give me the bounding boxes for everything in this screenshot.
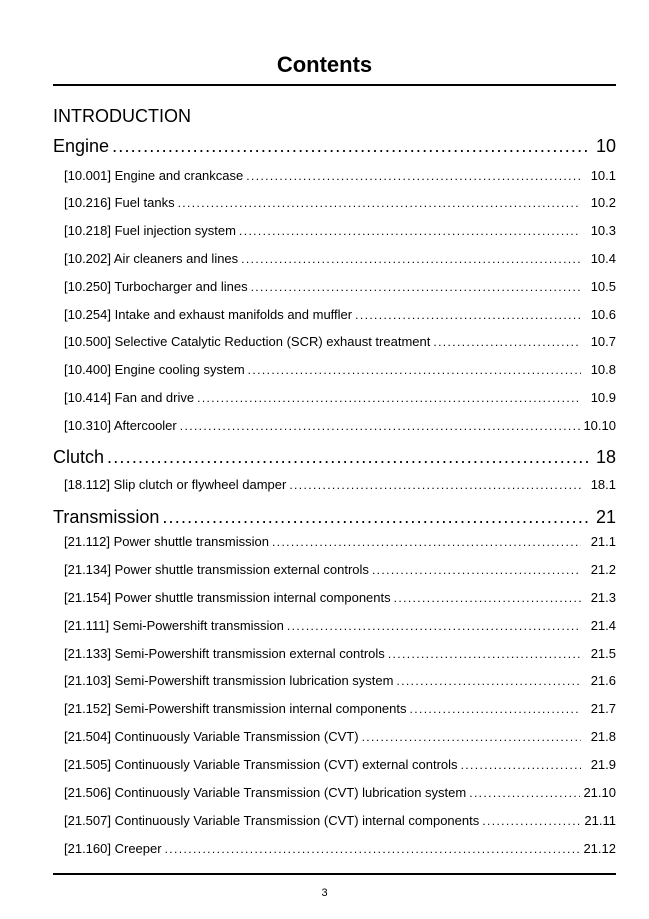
- toc-entry[interactable]: [64, 194, 616, 212]
- toc-section-label: Clutch: [53, 447, 105, 467]
- toc-entry[interactable]: [64, 389, 616, 407]
- toc-section-page: 18: [595, 447, 616, 467]
- leader-dots: [248, 361, 581, 379]
- toc-entry-page: 10.1: [590, 168, 616, 183]
- toc-entry-page: 21.10: [583, 785, 616, 800]
- toc-entry[interactable]: [64, 756, 616, 774]
- page-number: 3: [321, 887, 328, 899]
- toc-entry-page: 10.6: [590, 307, 616, 322]
- toc-entry-page: 21.5: [590, 646, 616, 661]
- toc-entry[interactable]: [64, 333, 616, 351]
- toc-entry[interactable]: [64, 222, 616, 240]
- toc-entry[interactable]: [64, 784, 616, 802]
- toc-section-label: Transmission: [53, 507, 160, 527]
- leader-dots: [410, 700, 582, 718]
- leader-dots: [469, 784, 580, 802]
- toc-entry-label: [10.254] Intake and exhaust manifolds and muffler: [64, 307, 353, 322]
- leader-dots: [388, 645, 581, 663]
- leader-dots: [355, 306, 581, 324]
- toc-entry-page: 18.1: [590, 477, 616, 492]
- leader-dots: [165, 840, 581, 858]
- toc-entry-page: 10.2: [590, 195, 616, 210]
- top-rule: [53, 84, 616, 86]
- toc-entry-label: [10.001] Engine and crankcase: [64, 168, 244, 183]
- toc-entry-page: 21.6: [590, 673, 616, 688]
- toc-section-label: Engine: [53, 136, 110, 156]
- toc-entry-page: 21.4: [590, 618, 616, 633]
- toc-entry[interactable]: [64, 672, 616, 690]
- toc-entry[interactable]: [64, 533, 616, 551]
- toc-entry-label: [21.154] Power shuttle transmission internal components: [64, 590, 391, 605]
- toc-entry-label: [21.507] Continuously Variable Transmission (CVT) internal components: [64, 813, 480, 828]
- leader-dots: [178, 194, 581, 212]
- toc-entry-label: [21.506] Continuously Variable Transmission (CVT) lubrication system: [64, 785, 467, 800]
- leader-dots: [394, 589, 581, 607]
- toc-entry-label: [10.202] Air cleaners and lines: [64, 251, 239, 266]
- leader-dots: [287, 617, 581, 635]
- toc-entry[interactable]: [64, 728, 616, 746]
- leader-dots: [107, 445, 589, 469]
- leader-dots: [396, 672, 581, 690]
- leader-dots: [162, 505, 589, 529]
- toc-entry-label: [21.111] Semi-Powershift transmission: [64, 618, 284, 633]
- toc-entry[interactable]: [64, 417, 616, 435]
- toc-entry-label: [21.160] Creeper: [64, 841, 162, 856]
- toc-entry-label: [21.103] Semi-Powershift transmission lubrication system: [64, 673, 394, 688]
- toc-section-clutch[interactable]: [53, 445, 616, 469]
- toc-entry-label: [10.250] Turbocharger and lines: [64, 279, 248, 294]
- toc-entry[interactable]: [64, 589, 616, 607]
- toc-section-page: 10: [595, 136, 616, 156]
- toc-entry[interactable]: [64, 645, 616, 663]
- toc-entry-page: 10.10: [583, 418, 616, 433]
- page-title: Contents: [276, 52, 373, 77]
- leader-dots: [272, 533, 581, 551]
- toc-entry-page: 21.8: [590, 729, 616, 744]
- toc-entry[interactable]: [64, 700, 616, 718]
- leader-dots: [482, 812, 581, 830]
- toc-entry[interactable]: [64, 812, 616, 830]
- toc-section-engine[interactable]: [53, 134, 616, 158]
- toc-entry-label: [21.152] Semi-Powershift transmission internal components: [64, 701, 407, 716]
- toc-entry-page: 10.8: [590, 362, 616, 377]
- leader-dots: [197, 389, 581, 407]
- toc-entry-label: [21.112] Power shuttle transmission: [64, 534, 269, 549]
- leader-dots: [251, 278, 581, 296]
- leader-dots: [372, 561, 581, 579]
- leader-dots: [433, 333, 581, 351]
- toc-entry-page: 21.2: [590, 562, 616, 577]
- toc-entry-page: 21.9: [590, 757, 616, 772]
- leader-dots: [112, 134, 589, 158]
- toc-entry[interactable]: [64, 840, 616, 858]
- toc-entry-label: [10.216] Fuel tanks: [64, 195, 175, 210]
- bottom-rule: [53, 873, 616, 875]
- toc-section-transmission[interactable]: [53, 505, 616, 529]
- toc-section-page: 21: [595, 507, 616, 527]
- leader-dots: [180, 417, 581, 435]
- toc-entry-label: [21.504] Continuously Variable Transmission (CVT): [64, 729, 359, 744]
- toc-entry-label: [21.505] Continuously Variable Transmission (CVT) external controls: [64, 757, 458, 772]
- toc-entry-page: 10.5: [590, 279, 616, 294]
- toc-entry-label: [18.112] Slip clutch or flywheel damper: [64, 477, 287, 492]
- toc-entry-page: 21.12: [583, 841, 616, 856]
- toc-entry-label: [10.218] Fuel injection system: [64, 223, 236, 238]
- toc-entry-label: [10.400] Engine cooling system: [64, 362, 245, 377]
- leader-dots: [362, 728, 581, 746]
- leader-dots: [246, 167, 581, 185]
- toc-entry[interactable]: [64, 250, 616, 268]
- toc-entry-label: [10.500] Selective Catalytic Reduction (SCR) exhaust treatment: [64, 334, 431, 349]
- toc-entry-page: 21.3: [590, 590, 616, 605]
- toc-entry[interactable]: [64, 476, 616, 494]
- toc-entry-page: 10.4: [590, 251, 616, 266]
- toc-entry-label: [21.134] Power shuttle transmission external controls: [64, 562, 369, 577]
- toc-entry-page: 10.3: [590, 223, 616, 238]
- leader-dots: [241, 250, 581, 268]
- toc-entry-label: [10.310] Aftercooler: [64, 418, 177, 433]
- toc-entry-page: 10.9: [590, 390, 616, 405]
- toc-entry-page: 21.1: [590, 534, 616, 549]
- toc-entry[interactable]: [64, 167, 616, 185]
- leader-dots: [239, 222, 581, 240]
- toc-entry[interactable]: [64, 361, 616, 379]
- toc-entry[interactable]: [64, 306, 616, 324]
- toc-entry-page: 21.11: [584, 813, 616, 828]
- toc-entry[interactable]: [64, 561, 616, 579]
- toc-entry-label: [21.133] Semi-Powershift transmission external controls: [64, 646, 385, 661]
- leader-dots: [289, 476, 581, 494]
- toc-entry[interactable]: [64, 617, 616, 635]
- toc-entry-page: 10.7: [590, 334, 616, 349]
- toc-entry-page: 21.7: [590, 701, 616, 716]
- toc-entry[interactable]: [64, 278, 616, 296]
- introduction-heading[interactable]: INTRODUCTION: [53, 106, 191, 126]
- leader-dots: [461, 756, 581, 774]
- toc-entry-label: [10.414] Fan and drive: [64, 390, 195, 405]
